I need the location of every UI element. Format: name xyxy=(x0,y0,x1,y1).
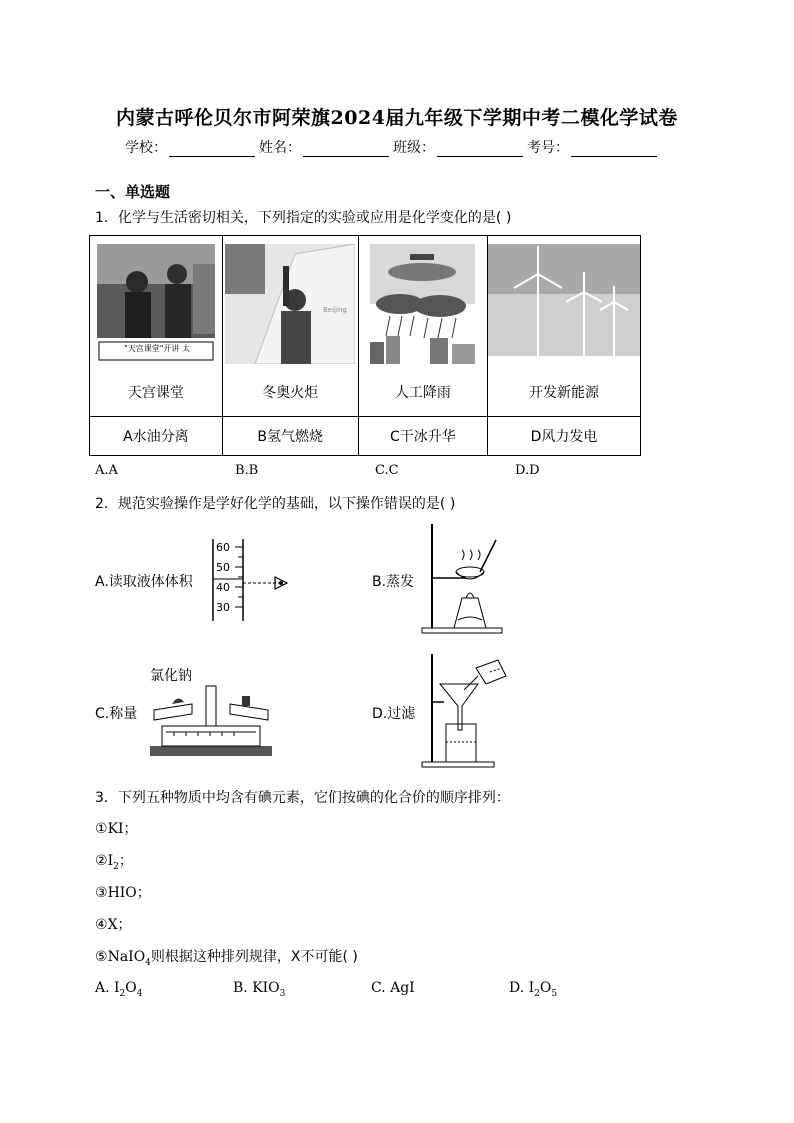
number-blank[interactable] xyxy=(571,142,657,157)
section-heading: 一、单选题 xyxy=(95,183,171,201)
q3-item-4: ④X； xyxy=(95,917,132,933)
filtration-figure xyxy=(418,650,518,770)
class-blank[interactable] xyxy=(437,142,523,157)
balance-figure xyxy=(146,680,276,758)
q3-item-3: ③HIO； xyxy=(95,885,151,901)
q1-options xyxy=(95,463,655,478)
q1-cell-c: C干冰升华 xyxy=(358,417,487,456)
name-blank[interactable] xyxy=(303,142,389,157)
q1-cell-rain xyxy=(358,236,487,417)
q2-option-a[interactable]: A.读取液体体积 xyxy=(95,574,193,590)
q3-stem: 3．下列五种物质中均含有碘元素，它们按碘的化合价的顺序排列： xyxy=(95,790,510,806)
number-label: 考号： xyxy=(527,140,569,156)
q1-cell-d: D风力发电 xyxy=(487,417,640,456)
torch-photo xyxy=(225,244,355,364)
q1-caption-rain: 人工降雨 xyxy=(394,385,451,401)
name-label: 姓名： xyxy=(259,140,301,156)
q1-stem: 1．化学与生活密切相关，下列指定的实验或应用是化学变化的是( ) xyxy=(95,210,512,226)
q1-cell-tiangong xyxy=(90,236,223,417)
q1-option-b[interactable]: B.B xyxy=(235,463,259,478)
q3-option-c[interactable]: C. AgI xyxy=(371,980,415,996)
q1-table xyxy=(89,235,641,456)
q1-option-a[interactable]: A.A xyxy=(95,463,118,478)
q3-option-d[interactable]: D. $I_2O_5$ xyxy=(509,980,558,999)
q1-caption-tiangong: 天宫课堂 xyxy=(127,385,184,401)
q3-item-5: ⑤NaIO$_4$则根据这种排列规律，X不可能( ) xyxy=(95,949,358,968)
class-label: 班级： xyxy=(393,140,435,156)
wind-turbine-photo xyxy=(488,244,640,356)
q1-option-d[interactable]: D.D xyxy=(515,463,540,478)
scale-mark-30: 30 xyxy=(216,601,230,614)
q1-cell-a: A水油分离 xyxy=(90,417,223,456)
q1-caption-torch: 冬奥火炬 xyxy=(262,385,319,401)
q1-option-c[interactable]: C.C xyxy=(375,463,399,478)
scale-mark-50: 50 xyxy=(216,561,230,574)
evaporation-figure xyxy=(418,520,508,635)
svg-text:Beijing: Beijing xyxy=(323,306,348,314)
school-blank[interactable] xyxy=(169,142,255,157)
scale-mark-60: 60 xyxy=(216,541,230,554)
q1-cell-b: B氢气燃烧 xyxy=(222,417,358,456)
q3-option-a[interactable]: A. $I_2O_4$ xyxy=(95,980,143,999)
q2-option-b[interactable]: B.蒸发 xyxy=(372,574,415,590)
q1-caption-wind: 开发新能源 xyxy=(528,385,599,401)
q3-item-1: ①KI； xyxy=(95,821,138,837)
rain-drawing xyxy=(370,244,475,364)
tiangong-banner: "天宫课堂"开讲 太 xyxy=(124,344,190,353)
scale-mark-40: 40 xyxy=(216,581,230,594)
q1-cell-torch xyxy=(222,236,358,417)
q2-option-c[interactable]: C.称量 xyxy=(95,706,138,722)
q3-item-2: $②I_2$； xyxy=(95,853,133,872)
sodium-chloride-label: 氯化钠 xyxy=(150,668,192,684)
q1-cell-wind xyxy=(487,236,640,417)
q3-option-b[interactable]: B. $KIO_3$ xyxy=(233,980,286,999)
student-info-row xyxy=(125,137,661,157)
page-title: 内蒙古呼伦贝尔市阿荣旗2024届九年级下学期中考二模化学试卷 xyxy=(116,107,678,129)
q2-option-d[interactable]: D.过滤 xyxy=(372,706,416,722)
q2-stem: 2．规范实验操作是学好化学的基础，以下操作错误的是( ) xyxy=(95,496,456,512)
school-label: 学校： xyxy=(125,140,167,156)
q3-options xyxy=(95,980,655,999)
